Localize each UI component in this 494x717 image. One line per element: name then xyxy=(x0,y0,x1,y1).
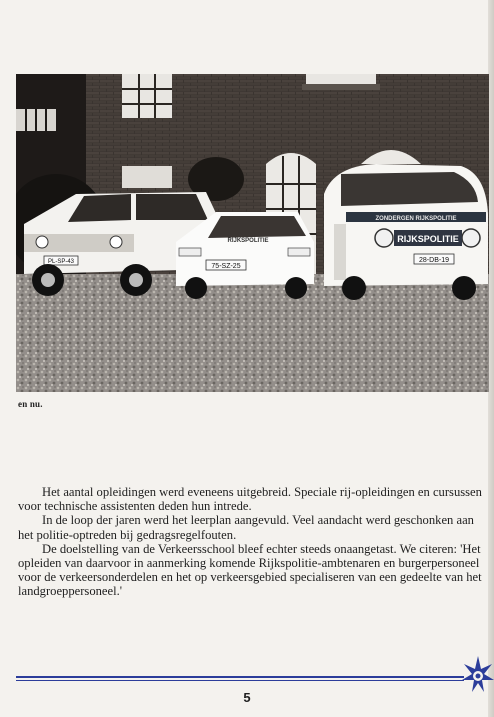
ford-marking: RIJKSPOLITIE xyxy=(227,238,269,244)
plate-vw: 28-DB-19 xyxy=(419,257,449,264)
bus-marking: RIJKSPOLITIE xyxy=(397,234,459,244)
footer-rule xyxy=(16,676,464,682)
bus-banner: ZONDERGEN RIJKSPOLITIE xyxy=(375,216,457,222)
paragraph-3: De doelstelling van de Verkeersschool bleef echter steeds onaangetast. We citeren: 'Het opleiden van daarvoor in aanmerking komende Rijkspolitie-ambtenaren en burgerpersoneel voor de verkeersonderdelen en het op verkeersgebied specialiseren van een gedeelte van het landgroeppersoneel.' xyxy=(18,541,482,599)
plate-ford: 75-SZ-25 xyxy=(211,263,241,270)
paragraph-2: In de loop der jaren werd het leerplan aangevuld. Veel aandacht werd geschonken aan het politie-optreden bij gedragsregelfouten. xyxy=(18,513,474,542)
photo-caption: en nu. xyxy=(18,399,43,409)
body-text xyxy=(18,485,488,599)
plate-range-rover: PL-SP-43 xyxy=(47,259,75,265)
photo-police-vehicles xyxy=(16,74,489,392)
paragraph-1: Het aantal opleidingen werd eveneens uitgebreid. Speciale rij-opleidingen en cursussen voor technische assistenten deden hun intrede. xyxy=(18,485,482,514)
page-number: 5 xyxy=(243,690,251,705)
